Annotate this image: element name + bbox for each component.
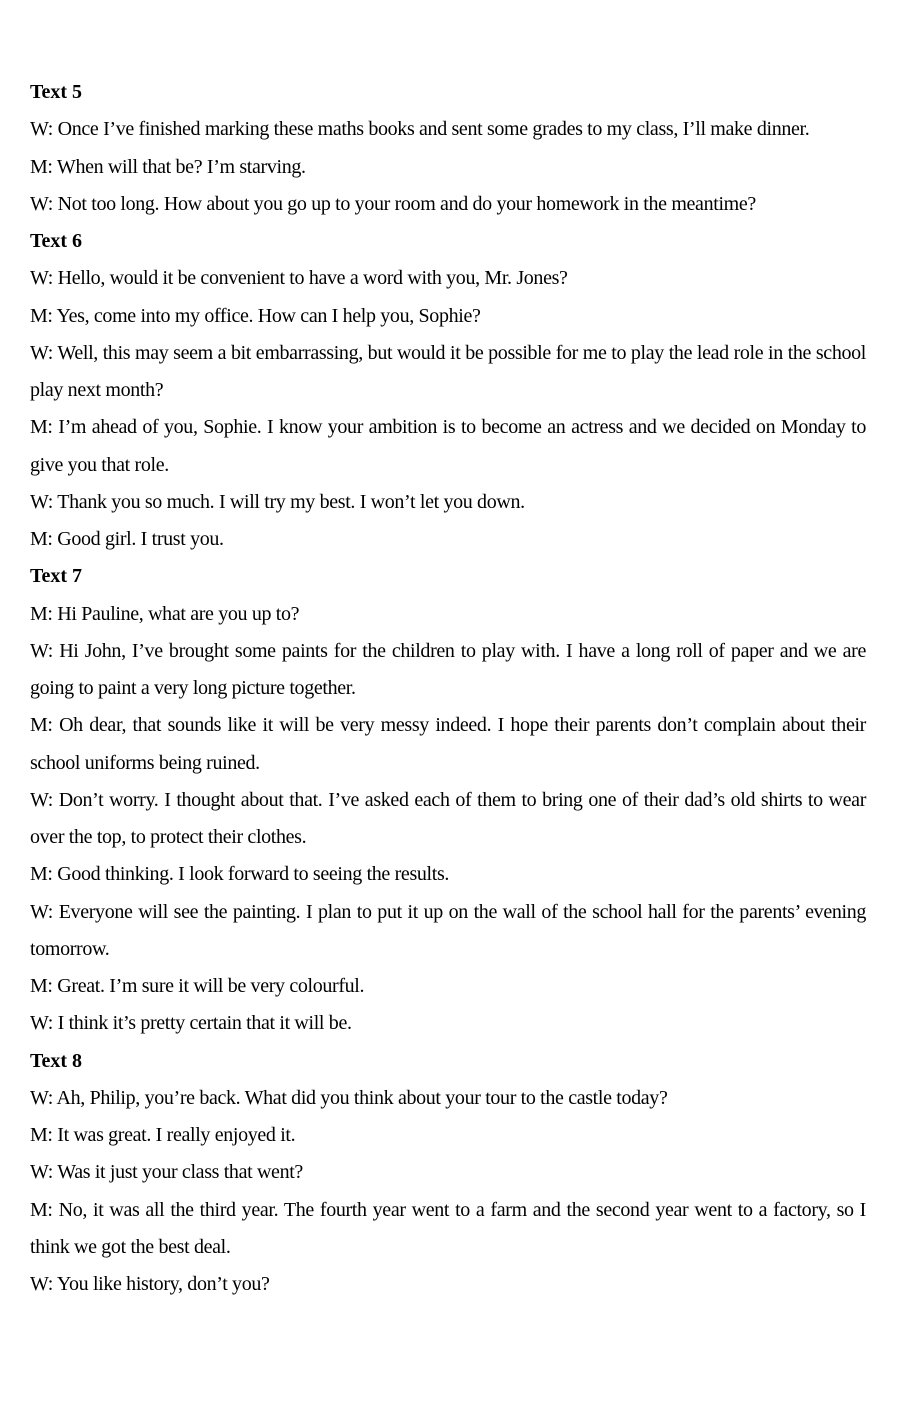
dialogue-line: W: You like history, don’t you? <box>30 1273 270 1295</box>
dialogue-line: W: Thank you so much. I will try my best. I won’t let you down. <box>30 490 525 513</box>
dialogue-line: W: Everyone will see the painting. I plan to put it up on the wall of the school hall for the parents’ evening tomorrow. <box>30 900 866 960</box>
dialogue-line: W: Don’t worry. I thought about that. I’ve asked each of them to bring one of their dad’s old shirts to wear over the top, to protect their clothes. <box>30 788 866 848</box>
dialogue-line: M: No, it was all the third year. The fourth year went to a farm and the second year went to a factory, so I think we got the best deal. <box>30 1198 866 1258</box>
section-heading: Text 8 <box>30 1049 83 1072</box>
dialogue-line: M: Great. I’m sure it will be very colourful. <box>30 975 365 997</box>
section-heading: Text 5 <box>30 81 83 103</box>
dialogue-line: M: I’m ahead of you, Sophie. I know your ambition is to become an actress and we decided on Monday to give you that role. <box>30 416 866 476</box>
dialogue-line: W: Hi John, I’ve brought some paints for the children to play with. I have a long roll of paper and we are going to paint a very long picture together. <box>30 639 866 699</box>
section-heading: Text 7 <box>30 565 83 588</box>
dialogue-line: W: Hello, would it be convenient to have a word with you, Mr. Jones? <box>30 267 568 290</box>
dialogue-line: W: Well, this may seem a bit embarrassing, but would it be possible for me to play the lead role in the school play next month? <box>30 341 866 401</box>
dialogue-line: M: Good girl. I trust you. <box>30 528 224 550</box>
section-text-8 <box>30 1043 866 1304</box>
dialogue-line: W: Once I’ve finished marking these maths books and sent some grades to my class, I’ll make dinner. <box>30 118 810 141</box>
document-page <box>30 74 866 1303</box>
dialogue-line: W: Not too long. How about you go up to your room and do your homework in the meantime? <box>30 192 756 215</box>
section-heading: Text 6 <box>30 230 83 252</box>
section-text-6 <box>30 223 866 558</box>
section-text-5 <box>30 74 866 223</box>
dialogue-line: M: When will that be? I’m starving. <box>30 155 306 178</box>
dialogue-line: W: Ah, Philip, you’re back. What did you think about your tour to the castle today? <box>30 1086 668 1109</box>
section-text-7 <box>30 558 866 1042</box>
dialogue-line: W: I think it’s pretty certain that it will be. <box>30 1012 352 1035</box>
dialogue-line: M: It was great. I really enjoyed it. <box>30 1124 296 1146</box>
dialogue-line: W: Was it just your class that went? <box>30 1161 303 1184</box>
dialogue-line: M: Good thinking. I look forward to seeing the results. <box>30 863 450 886</box>
dialogue-line: M: Yes, come into my office. How can I help you, Sophie? <box>30 304 481 327</box>
dialogue-line: M: Oh dear, that sounds like it will be very messy indeed. I hope their parents don’t complain about their school uniforms being ruined. <box>30 714 866 774</box>
dialogue-line: M: Hi Pauline, what are you up to? <box>30 602 300 625</box>
